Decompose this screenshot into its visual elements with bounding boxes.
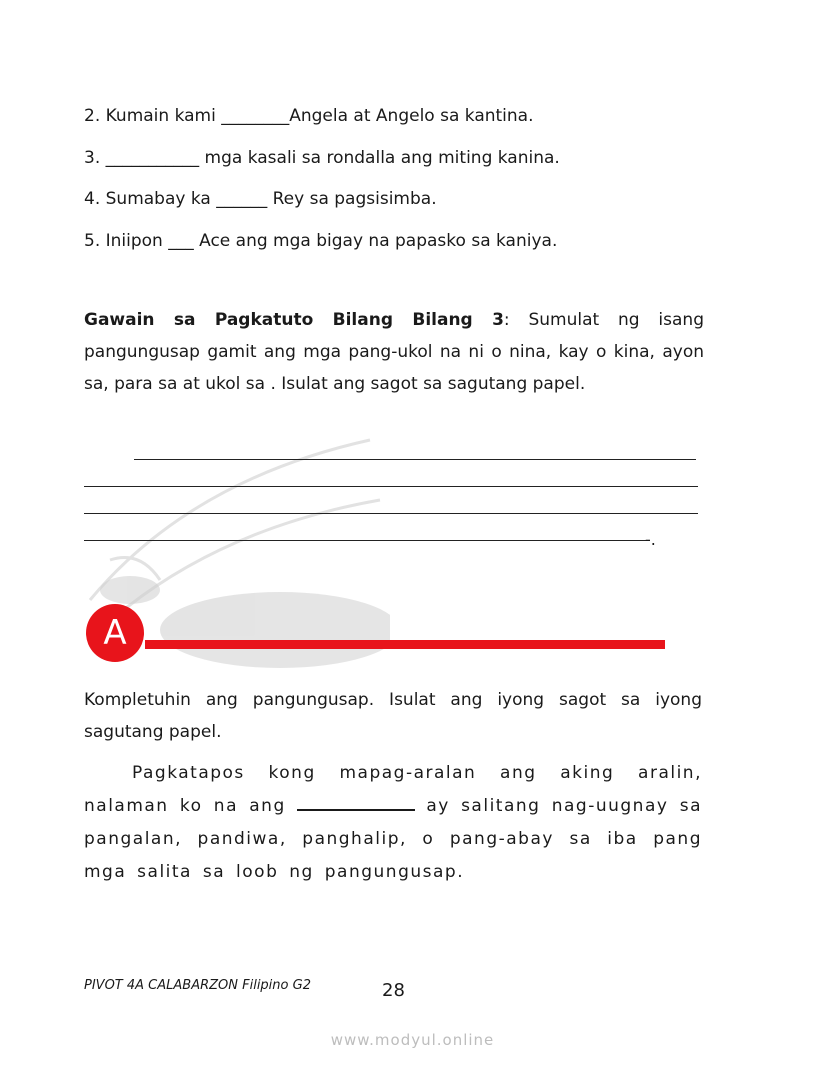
pagkatapos-after: ay salitang nag-uugnay sa pangalan, pandiwa, panghalip, o pang-abay sa iba pang mga salita sa loob ng pangungusap. — [84, 796, 702, 882]
question-2: 2. Kumain kami ________Angela at Angelo sa kantina. — [84, 106, 534, 126]
answer-line-2 — [84, 486, 698, 487]
kompletuhin-instructions: Kompletuhin ang pangungusap. Isulat ang iyong sagot sa iyong sagutang papel. — [84, 690, 702, 742]
answer-line-4 — [84, 540, 646, 541]
footer-series: PIVOT 4A CALABARZON Filipino G2 — [84, 978, 311, 993]
fill-in-blank — [297, 795, 415, 811]
question-3: 3. ___________ mga kasali sa rondalla ang miting kanina. — [84, 148, 560, 168]
gawain-body: Sumulat ng isang pangungusap gamit ang mga pang-ukol na ni o nina, kay o kina, ayon sa, para sa at ukol sa . Isulat ang sagot sa sagutang papel. — [84, 310, 704, 394]
pagkatapos-paragraph — [84, 757, 702, 889]
section-a-bar — [145, 640, 665, 649]
answer-line-1 — [134, 459, 696, 460]
gawain-title: Gawain sa Pagkatuto Bilang Bilang 3 — [84, 310, 504, 330]
gawain-instructions — [84, 304, 704, 400]
question-4: 4. Sumabay ka ______ Rey sa pagsisimba. — [84, 189, 437, 209]
question-5: 5. Iniipon ___ Ace ang mga bigay na papasko sa kaniya. — [84, 231, 558, 251]
website-watermark: www.modyul.online — [330, 1031, 495, 1049]
section-a-badge: A — [86, 604, 144, 662]
gawain-colon: : — [503, 310, 510, 330]
page-number: 28 — [382, 980, 405, 1001]
answer-line-3 — [84, 513, 698, 514]
pagkatapos-before: Pagkatapos kong mapag-aralan ang aking aralin, nalaman ko na ang — [84, 763, 702, 816]
answer-line-end: -. — [645, 530, 656, 549]
